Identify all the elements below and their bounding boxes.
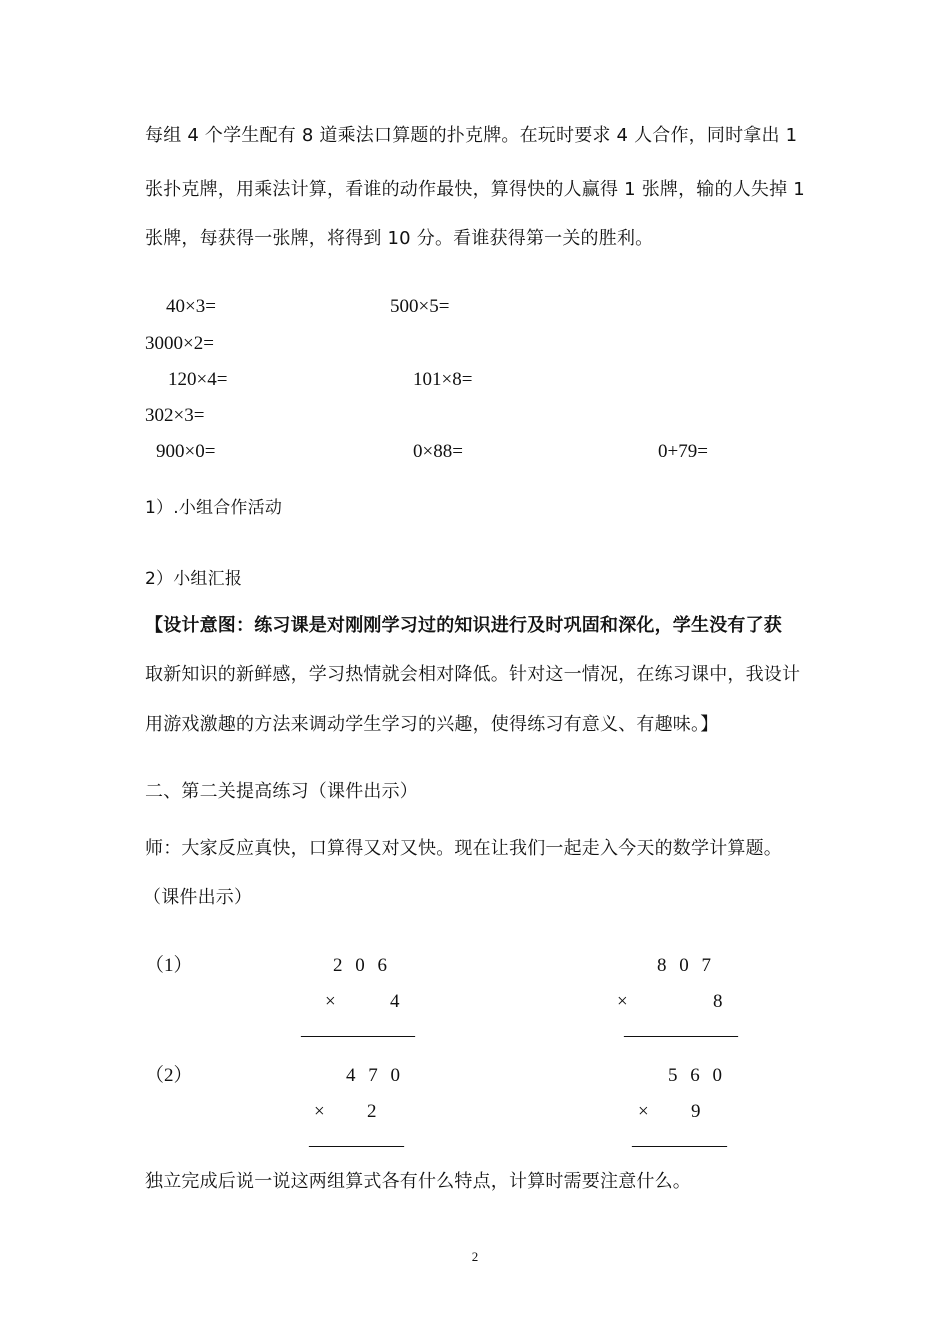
problem-4-rule: ————— bbox=[632, 1135, 727, 1156]
problem-4-multiplier: 9 bbox=[691, 1101, 701, 1122]
oral-problem-5: 101×8= bbox=[413, 369, 473, 390]
problem-4-times-sign: × bbox=[638, 1101, 649, 1122]
oral-problem-2: 500×5= bbox=[390, 296, 450, 317]
problem-2-multiplicand: 8 0 7 bbox=[657, 955, 715, 976]
intro-line-3: 张牌，每获得一张牌，将得到 10 分。看谁获得第一关的胜利。 bbox=[145, 228, 654, 249]
problem-3-multiplier: 2 bbox=[367, 1101, 377, 1122]
page-number: 2 bbox=[471, 1249, 479, 1264]
problem-label-1: （1） bbox=[145, 955, 193, 976]
closing-instruction: 独立完成后说一说这两组算式各有什么特点，计算时需要注意什么。 bbox=[145, 1171, 691, 1192]
design-intent-line-3: 用游戏激趣的方法来调动学生学习的兴趣，使得练习有意义、有趣味。】 bbox=[145, 714, 719, 735]
problem-1-multiplier: 4 bbox=[390, 991, 400, 1012]
step-2: 2）小组汇报 bbox=[145, 569, 243, 589]
problem-1-times-sign: × bbox=[325, 991, 336, 1012]
courseware-note: （课件出示） bbox=[143, 887, 253, 908]
design-intent-line-2: 取新知识的新鲜感，学习热情就会相对降低。针对这一情况，在练习课中，我设计 bbox=[145, 664, 801, 685]
problem-label-2: （2） bbox=[145, 1065, 193, 1086]
intro-line-1: 每组 4 个学生配有 8 道乘法口算题的扑克牌。在玩时要求 4 人合作，同时拿出 1 bbox=[145, 125, 798, 146]
oral-problem-1: 40×3= bbox=[166, 296, 216, 317]
problem-3-rule: ————— bbox=[309, 1135, 404, 1156]
problem-1-rule: —————— bbox=[301, 1025, 415, 1046]
problem-2-rule: —————— bbox=[624, 1025, 738, 1046]
section-heading: 二、第二关提高练习（课件出示） bbox=[145, 781, 418, 802]
oral-problem-6: 302×3= bbox=[145, 405, 205, 426]
problem-3-multiplicand: 4 7 0 bbox=[346, 1065, 404, 1086]
design-intent-line-1: 【设计意图：练习课是对刚刚学习过的知识进行及时巩固和深化，学生没有了获 bbox=[145, 615, 782, 636]
problem-2-times-sign: × bbox=[617, 991, 628, 1012]
step-1: 1）.小组合作活动 bbox=[145, 498, 283, 518]
problem-1-multiplicand: 2 0 6 bbox=[333, 955, 391, 976]
problem-4-multiplicand: 5 6 0 bbox=[668, 1065, 726, 1086]
intro-line-2: 张扑克牌，用乘法计算，看谁的动作最快，算得快的人赢得 1 张牌，输的人失掉 1 bbox=[145, 179, 805, 200]
oral-problem-4: 120×4= bbox=[168, 369, 228, 390]
oral-problem-8: 0×88= bbox=[413, 441, 463, 462]
oral-problem-7: 900×0= bbox=[156, 441, 216, 462]
oral-problem-3: 3000×2= bbox=[145, 333, 214, 354]
problem-2-multiplier: 8 bbox=[713, 991, 723, 1012]
oral-problem-9: 0+79= bbox=[658, 441, 708, 462]
problem-3-times-sign: × bbox=[314, 1101, 325, 1122]
teacher-line: 师：大家反应真快，口算得又对又快。现在让我们一起走入今天的数学计算题。 bbox=[145, 838, 782, 859]
